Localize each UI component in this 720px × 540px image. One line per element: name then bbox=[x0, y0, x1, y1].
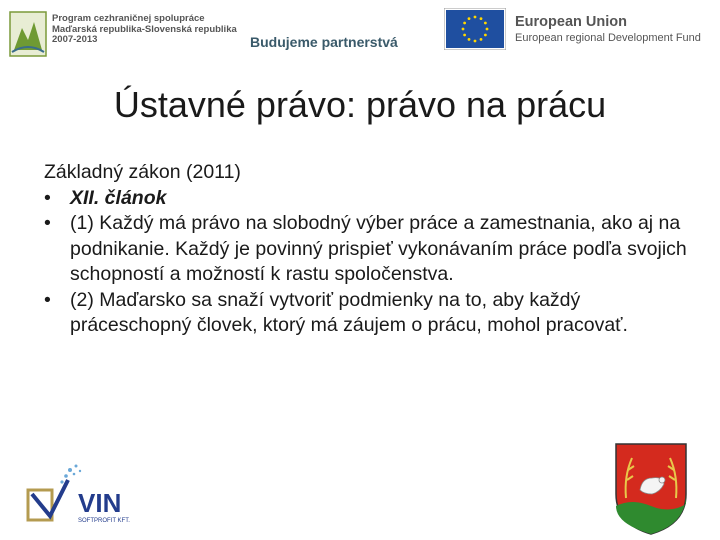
bullet-item bbox=[44, 211, 694, 288]
vin-name: VIN bbox=[78, 488, 122, 518]
eu-flag-icon bbox=[444, 8, 506, 50]
bullet-dot: • bbox=[44, 288, 51, 311]
bullet-dot: • bbox=[44, 212, 51, 234]
eu-star-icon bbox=[468, 17, 471, 20]
eu-star-icon bbox=[480, 17, 483, 20]
bullet-text: (1) Každý má právo na slobodný výber práce a zamestnania, ako aj na podnikanie. Každý je povinný prispieť vykonávaním práce podľa svojich schopností a možností k rastu spoločenstva. bbox=[70, 212, 687, 285]
content-heading: Základný zákon (2011) bbox=[44, 161, 241, 183]
bullet-item bbox=[44, 186, 694, 212]
eu-star-icon bbox=[462, 28, 465, 31]
bullet-item bbox=[44, 288, 694, 339]
program-line-2: Maďarská republika-Slovenská republika bbox=[52, 23, 237, 35]
program-text bbox=[52, 14, 237, 46]
eu-star-icon bbox=[480, 38, 483, 41]
coat-of-arms-icon bbox=[612, 440, 690, 536]
eu-star-icon bbox=[486, 28, 489, 31]
eu-star-icon bbox=[463, 22, 466, 25]
eu-subtitle: European regional Development Fund bbox=[515, 32, 701, 44]
slide-content bbox=[44, 160, 694, 339]
eu-star-icon bbox=[484, 34, 487, 37]
eu-star-icon bbox=[463, 34, 466, 37]
eu-star-icon bbox=[474, 40, 477, 43]
eu-star-icon bbox=[468, 38, 471, 41]
eu-star-icon bbox=[474, 16, 477, 19]
program-logo-icon bbox=[8, 10, 48, 58]
tagline: Budujeme partnerstvá bbox=[250, 34, 398, 50]
program-line-3: 2007-2013 bbox=[52, 34, 98, 45]
vin-logo-icon bbox=[22, 462, 152, 528]
eu-title: European Union bbox=[515, 14, 627, 30]
bullet-dot: • bbox=[44, 186, 51, 209]
program-line-1: Program cezhraničnej spolupráce bbox=[52, 13, 205, 24]
bullet-text: XII. článok bbox=[70, 186, 167, 209]
eu-star-icon bbox=[484, 22, 487, 25]
bullet-text: (2) Maďarsko sa snaží vytvoriť podmienky na to, aby každý práceschopný človek, ktorý má záujem o prácu, mohol pracovať. bbox=[70, 288, 628, 336]
vin-sub: SOFTPROFIT KFT. bbox=[78, 518, 130, 524]
slide-title: Ústavné právo: právo na prácu bbox=[113, 84, 607, 125]
